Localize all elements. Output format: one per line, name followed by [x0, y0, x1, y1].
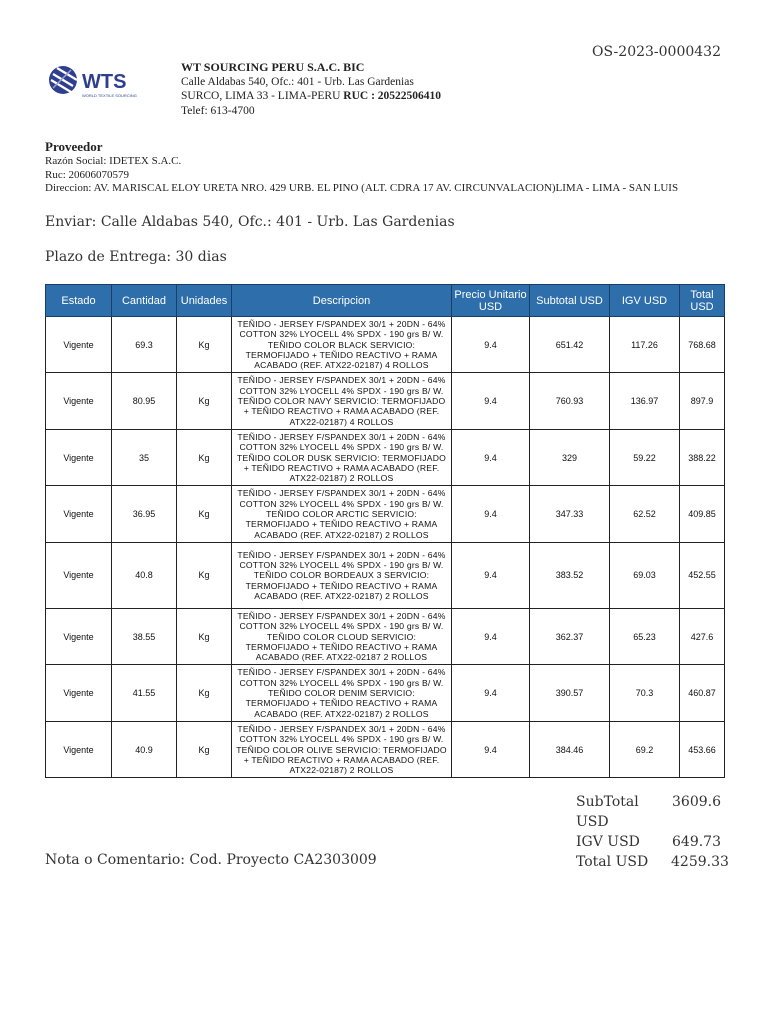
note-comment: Nota o Comentario: Cod. Proyecto CA2303009	[45, 852, 377, 868]
col-header-descripcion: Descripcion	[232, 285, 452, 317]
cell-cantidad: 41.55	[112, 665, 177, 721]
cell-unidades: Kg	[177, 542, 232, 608]
cell-estado: Vigente	[46, 608, 112, 664]
cell-precio: 9.4	[452, 665, 530, 721]
logo-text: WTS	[82, 71, 127, 93]
ship-to: Enviar: Calle Aldabas 540, Ofc.: 401 - Urb. Las Gardenias	[45, 214, 455, 230]
cell-subtotal: 384.46	[530, 721, 610, 777]
cell-precio: 9.4	[452, 373, 530, 429]
table-row	[46, 542, 725, 608]
logo-tagline: WORLD TEXTILE SOURCING	[82, 93, 137, 98]
cell-igv: 65.23	[610, 608, 680, 664]
cell-subtotal: 362.37	[530, 608, 610, 664]
provider-title: Proveedor	[45, 139, 103, 154]
cell-subtotal: 651.42	[530, 317, 610, 373]
cell-igv: 59.22	[610, 429, 680, 485]
cell-total: 409.85	[680, 486, 725, 542]
cell-cantidad: 36.95	[112, 486, 177, 542]
cell-descripcion: TEÑIDO - JERSEY F/SPANDEX 30/1 + 20DN - 64% COTTON 32% LYOCELL 4% SPDX - 190 grs B/ W. TEÑIDO COLOR OLIVE SERVICIO: TERMOFIJADO + TEÑIDO REACTIVO + RAMA ACABADO (REF. ATX22-02187) 2 ROLLOS	[232, 721, 452, 777]
cell-igv: 69.03	[610, 542, 680, 608]
ruc-label: RUC :	[343, 90, 375, 102]
company-info	[181, 60, 441, 118]
cell-subtotal: 390.57	[530, 665, 610, 721]
subtotal-label: SubTotal USD	[576, 794, 639, 830]
cell-cantidad: 69.3	[112, 317, 177, 373]
cell-total: 427.6	[680, 608, 725, 664]
col-header-subtotal: Subtotal USD	[530, 285, 610, 317]
company-ruc: 20522506410	[377, 90, 442, 102]
cell-unidades: Kg	[177, 721, 232, 777]
igv-label: IGV USD	[576, 834, 640, 850]
cell-total: 388.22	[680, 429, 725, 485]
cell-estado: Vigente	[46, 429, 112, 485]
cell-descripcion: TEÑIDO - JERSEY F/SPANDEX 30/1 + 20DN - 64% COTTON 32% LYOCELL 4% SPDX - 190 grs B/ W. TEÑIDO COLOR CLOUD SERVICIO: TERMOFIJADO + TEÑIDO REACTIVO + RAMA ACABADO (REF. ATX22-02187 2 ROLLOS	[232, 608, 452, 664]
table-row	[46, 317, 725, 373]
cell-igv: 136.97	[610, 373, 680, 429]
cell-subtotal: 760.93	[530, 373, 610, 429]
cell-cantidad: 38.55	[112, 608, 177, 664]
total-value: 4259.33	[671, 854, 729, 870]
cell-estado: Vigente	[46, 486, 112, 542]
cell-total: 453.66	[680, 721, 725, 777]
cell-descripcion: TEÑIDO - JERSEY F/SPANDEX 30/1 + 20DN - 64% COTTON 32% LYOCELL 4% SPDX - 190 grs B/ W. TEÑIDO COLOR DUSK SERVICIO: TERMOFIJADO + TEÑIDO REACTIVO + RAMA ACABADO (REF. ATX22-02187) 2 ROLLOS	[232, 429, 452, 485]
cell-igv: 69.2	[610, 721, 680, 777]
cell-unidades: Kg	[177, 373, 232, 429]
wts-globe-logo	[47, 62, 147, 102]
company-logo	[47, 62, 147, 102]
cell-estado: Vigente	[46, 665, 112, 721]
cell-total: 768.68	[680, 317, 725, 373]
cell-cantidad: 35	[112, 429, 177, 485]
cell-precio: 9.4	[452, 608, 530, 664]
provider-razon: Razón Social: IDETEX S.A.C.	[45, 155, 182, 167]
cell-descripcion: TEÑIDO - JERSEY F/SPANDEX 30/1 + 20DN - 64% COTTON 32% LYOCELL 4% SPDX - 190 grs B/ W. TEÑIDO COLOR ARCTIC SERVICIO: TERMOFIJADO + TEÑIDO REACTIVO + RAMA ACABADO (REF. ATX22-02187) 2 ROLLOS	[232, 486, 452, 542]
cell-descripcion: TEÑIDO - JERSEY F/SPANDEX 30/1 + 20DN - 64% COTTON 32% LYOCELL 4% SPDX - 190 grs B/ W. TEÑIDO COLOR DENIM SERVICIO: TERMOFIJADO + TEÑIDO REACTIVO + RAMA ACABADO (REF. ATX22-02187) 2 ROLLOS	[232, 665, 452, 721]
cell-unidades: Kg	[177, 608, 232, 664]
igv-value: 649.73	[672, 834, 721, 850]
table-row	[46, 608, 725, 664]
cell-unidades: Kg	[177, 665, 232, 721]
provider-info	[45, 155, 678, 196]
table-header-row	[46, 285, 725, 317]
cell-unidades: Kg	[177, 486, 232, 542]
table-row	[46, 373, 725, 429]
cell-igv: 70.3	[610, 665, 680, 721]
cell-cantidad: 40.8	[112, 542, 177, 608]
cell-total: 452.55	[680, 542, 725, 608]
cell-precio: 9.4	[452, 721, 530, 777]
delivery-term: Plazo de Entrega: 30 dias	[45, 249, 227, 265]
table-row	[46, 429, 725, 485]
cell-cantidad: 40.9	[112, 721, 177, 777]
cell-total: 460.87	[680, 665, 725, 721]
cell-unidades: Kg	[177, 317, 232, 373]
col-header-igv: IGV USD	[610, 285, 680, 317]
order-number: OS-2023-0000432	[591, 44, 721, 60]
company-city: SURCO, LIMA 33 - LIMA-PERU	[181, 90, 341, 102]
cell-precio: 9.4	[452, 542, 530, 608]
cell-igv: 117.26	[610, 317, 680, 373]
company-name: WT SOURCING PERU S.A.C. BIC	[181, 60, 365, 74]
subtotal-value: 3609.6	[672, 794, 721, 810]
col-header-estado: Estado	[46, 285, 112, 317]
table-row	[46, 665, 725, 721]
cell-cantidad: 80.95	[112, 373, 177, 429]
col-header-cantidad: Cantidad	[112, 285, 177, 317]
provider-address: Direccion: AV. MARISCAL ELOY URETA NRO. 429 URB. EL PINO (ALT. CDRA 17 AV. CIRCUNVALACION)LIMA - LIMA - SAN LUIS	[45, 182, 679, 194]
cell-precio: 9.4	[452, 429, 530, 485]
cell-estado: Vigente	[46, 317, 112, 373]
company-phone: Telef: 613-4700	[181, 104, 255, 117]
cell-descripcion: TEÑIDO - JERSEY F/SPANDEX 30/1 + 20DN - 64% COTTON 32% LYOCELL 4% SPDX - 190 grs B/ W. TEÑIDO COLOR NAVY SERVICIO: TERMOFIJADO + TEÑIDO REACTIVO + RAMA ACABADO (REF. ATX22-02187) 4 ROLLOS	[232, 373, 452, 429]
table-row	[46, 486, 725, 542]
cell-subtotal: 347.33	[530, 486, 610, 542]
cell-subtotal: 383.52	[530, 542, 610, 608]
company-address: Calle Aldabas 540, Ofc.: 401 - Urb. Las Gardenias	[181, 75, 414, 88]
col-header-precio: Precio Unitario USD	[452, 285, 530, 317]
company-city-ruc	[181, 89, 441, 104]
cell-descripcion: TEÑIDO - JERSEY F/SPANDEX 30/1 + 20DN - 64% COTTON 32% LYOCELL 4% SPDX - 190 grs B/ W. TEÑIDO COLOR BORDEAUX 3 SERVICIO: TERMOFIJADO + TEÑIDO REACTIVO + RAMA ACABADO (REF. ATX22-02187) 2 ROLLOS	[232, 542, 452, 608]
cell-estado: Vigente	[46, 721, 112, 777]
cell-estado: Vigente	[46, 373, 112, 429]
total-label: Total USD	[576, 854, 649, 870]
col-header-total: Total USD	[680, 285, 725, 317]
cell-descripcion: TEÑIDO - JERSEY F/SPANDEX 30/1 + 20DN - 64% COTTON 32% LYOCELL 4% SPDX - 190 grs B/ W. TEÑIDO COLOR BLACK SERVICIO: TERMOFIJADO + TEÑIDO REACTIVO + RAMA ACABADO (REF. ATX22-02187) 4 ROLLOS	[232, 317, 452, 373]
table-row	[46, 721, 725, 777]
totals-block	[576, 792, 729, 872]
provider-ruc: Ruc: 20606070579	[45, 168, 130, 181]
cell-igv: 62.52	[610, 486, 680, 542]
col-header-unidades: Unidades	[177, 285, 232, 317]
cell-total: 897.9	[680, 373, 725, 429]
cell-precio: 9.4	[452, 486, 530, 542]
cell-unidades: Kg	[177, 429, 232, 485]
cell-estado: Vigente	[46, 542, 112, 608]
items-table	[45, 284, 725, 778]
cell-subtotal: 329	[530, 429, 610, 485]
cell-precio: 9.4	[452, 317, 530, 373]
